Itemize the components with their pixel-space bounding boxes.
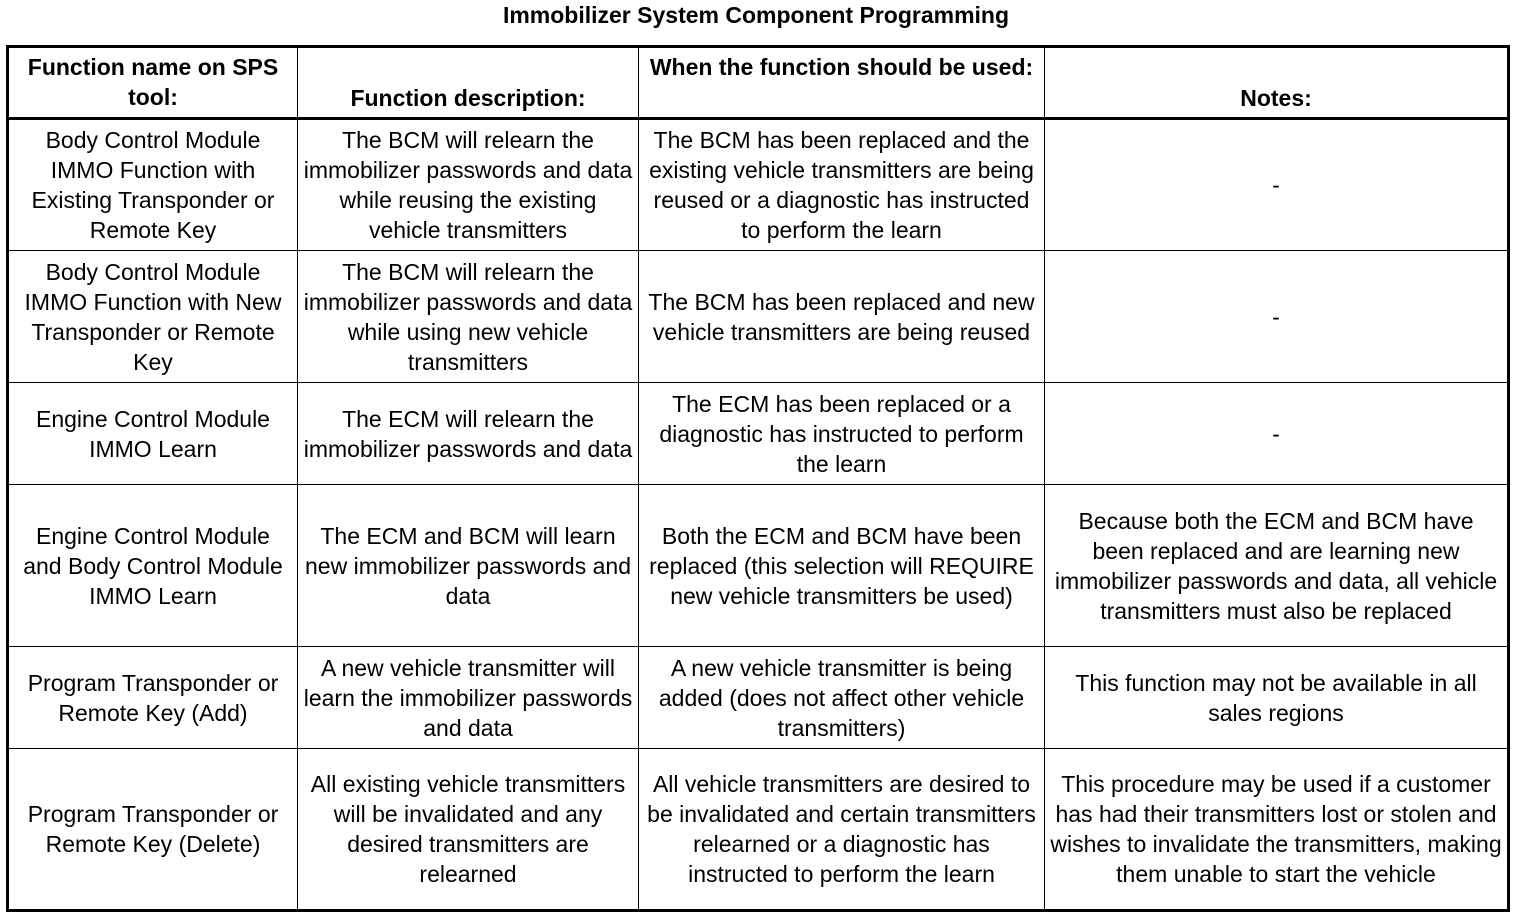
cell-notes: This procedure may be used if a customer has had their transmitters lost or stolen and wishes to invalidate the transmitters, making them unable to start the vehicle xyxy=(1045,749,1509,911)
table-row xyxy=(8,119,1509,251)
table-row xyxy=(8,749,1509,911)
cell-notes: This function may not be available in all sales regions xyxy=(1045,647,1509,749)
cell-function-name: Program Transponder or Remote Key (Add) xyxy=(8,647,298,749)
cell-notes: - xyxy=(1045,119,1509,251)
table-row xyxy=(8,383,1509,485)
cell-function-name: Body Control Module IMMO Function with New Transponder or Remote Key xyxy=(8,251,298,383)
header-when-used: When the function should be used: xyxy=(639,47,1045,119)
cell-function-name: Engine Control Module IMMO Learn xyxy=(8,383,298,485)
header-function-name: Function name on SPS tool: xyxy=(8,47,298,119)
cell-when-used: All vehicle transmitters are desired to be invalidated and certain transmitters relearned or a diagnostic has instructed to perform the learn xyxy=(639,749,1045,911)
cell-when-used: The ECM has been replaced or a diagnostic has instructed to perform the learn xyxy=(639,383,1045,485)
cell-description: A new vehicle transmitter will learn the immobilizer passwords and data xyxy=(298,647,639,749)
cell-notes: - xyxy=(1045,251,1509,383)
header-function-description: Function description: xyxy=(298,47,639,119)
header-notes: Notes: xyxy=(1045,47,1509,119)
cell-description: The ECM and BCM will learn new immobilizer passwords and data xyxy=(298,485,639,647)
cell-when-used: The BCM has been replaced and new vehicle transmitters are being reused xyxy=(639,251,1045,383)
table-header-row xyxy=(8,47,1509,119)
cell-notes: Because both the ECM and BCM have been replaced and are learning new immobilizer passwords and data, all vehicle transmitters must also be replaced xyxy=(1045,485,1509,647)
cell-description: The BCM will relearn the immobilizer passwords and data while using new vehicle transmitters xyxy=(298,251,639,383)
cell-when-used: The BCM has been replaced and the existing vehicle transmitters are being reused or a diagnostic has instructed to perform the learn xyxy=(639,119,1045,251)
table-row xyxy=(8,485,1509,647)
cell-function-name: Program Transponder or Remote Key (Delete) xyxy=(8,749,298,911)
table-row xyxy=(8,251,1509,383)
cell-function-name: Engine Control Module and Body Control Module IMMO Learn xyxy=(8,485,298,647)
page-title: Immobilizer System Component Programming xyxy=(502,2,1010,28)
cell-notes: - xyxy=(1045,383,1509,485)
cell-when-used: A new vehicle transmitter is being added (does not affect other vehicle transmitters) xyxy=(639,647,1045,749)
cell-when-used: Both the ECM and BCM have been replaced (this selection will REQUIRE new vehicle transmitters be used) xyxy=(639,485,1045,647)
cell-description: The BCM will relearn the immobilizer passwords and data while reusing the existing vehicle transmitters xyxy=(298,119,639,251)
table-row xyxy=(8,647,1509,749)
cell-function-name: Body Control Module IMMO Function with Existing Transponder or Remote Key xyxy=(8,119,298,251)
cell-description: The ECM will relearn the immobilizer passwords and data xyxy=(298,383,639,485)
immobilizer-programming-table xyxy=(6,45,1510,912)
cell-description: All existing vehicle transmitters will be invalidated and any desired transmitters are relearned xyxy=(298,749,639,911)
